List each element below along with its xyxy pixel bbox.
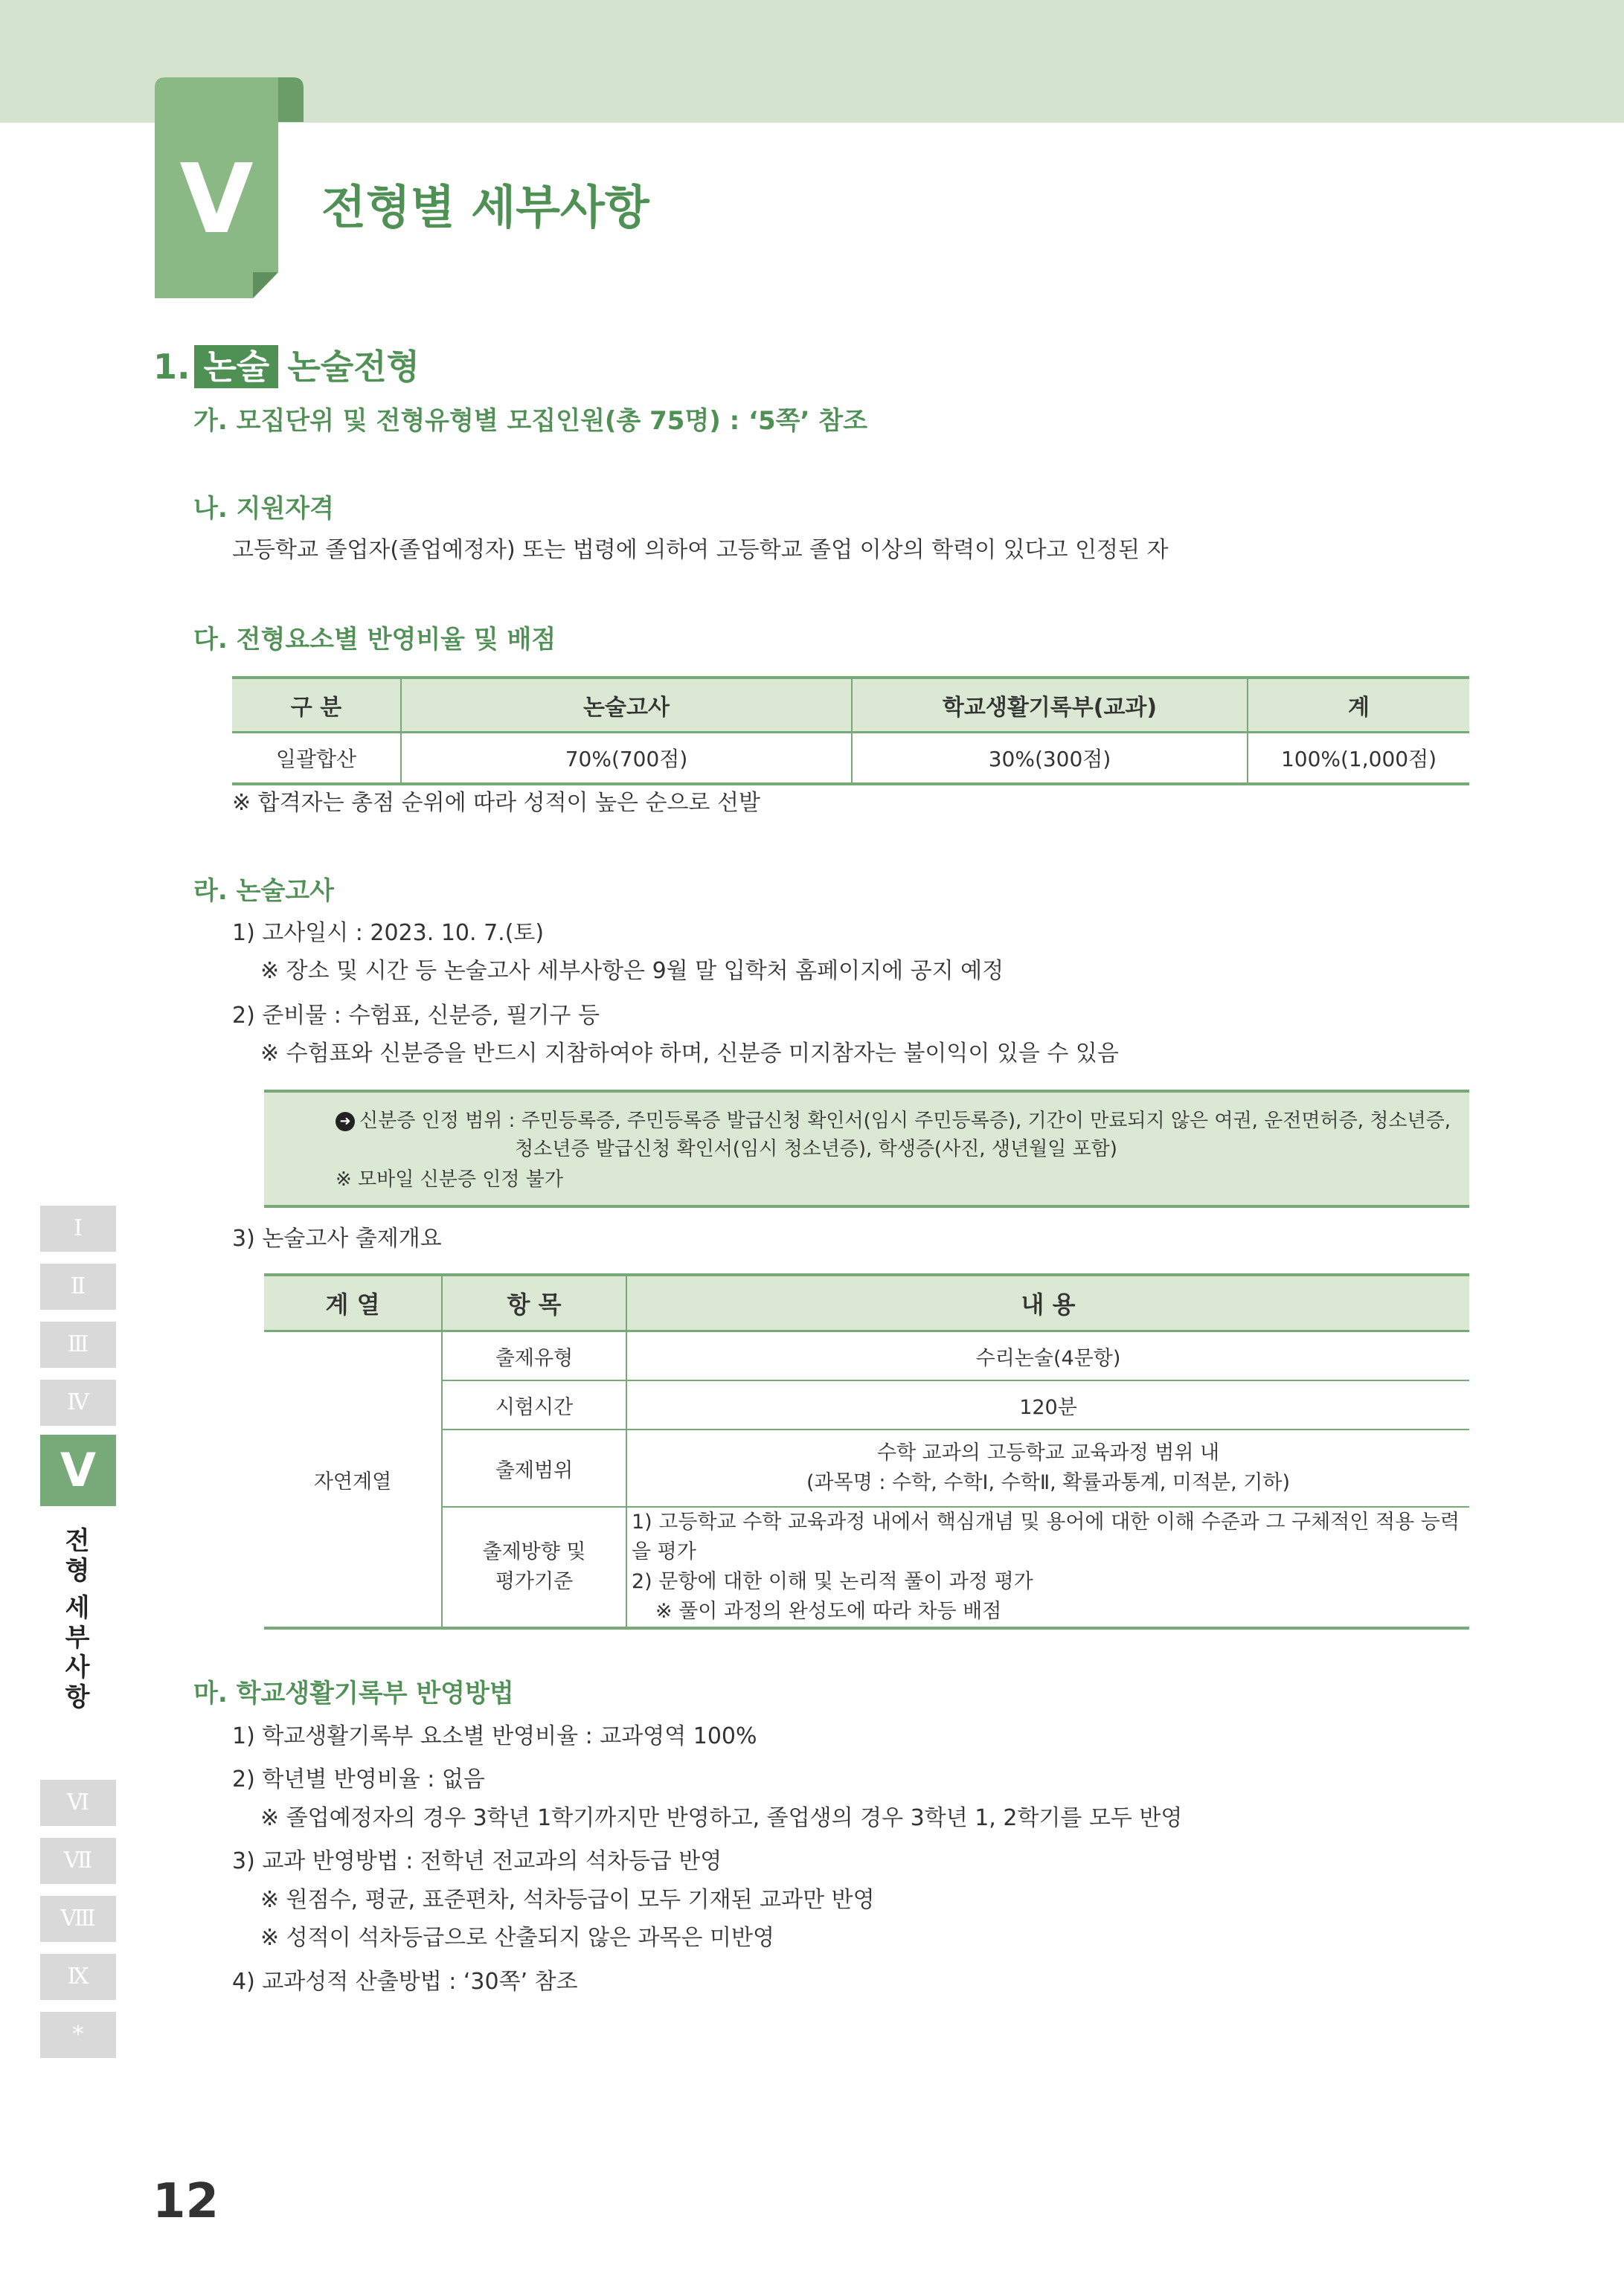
side-label-char: 항 [65, 1682, 90, 1712]
chapter-tab-2[interactable]: Ⅱ [40, 1264, 116, 1310]
side-label-char: 형 [65, 1556, 90, 1586]
side-label-char: 세 [65, 1593, 90, 1623]
score-ratio-table [232, 676, 1469, 785]
table-header-cell: 내 용 [626, 1275, 1469, 1331]
id-info-box [264, 1090, 1469, 1208]
page-number: 12 [153, 2174, 219, 2229]
table-row [232, 733, 1469, 785]
chapter-tab-3[interactable]: Ⅲ [40, 1322, 116, 1368]
scope-line-1: 수학 교과의 고등학교 교육과정 범위 내 [876, 1441, 1220, 1464]
table-cell [442, 1507, 626, 1628]
table-header-cell: 항 목 [442, 1275, 626, 1331]
table-header-cell: 계 [1248, 678, 1469, 733]
chapter-tab-8[interactable]: Ⅷ [40, 1896, 116, 1942]
criteria-label-1: 출제방향 및 [482, 1540, 586, 1563]
exam-date: 1) 고사일시 : 2023. 10. 7.(토) [232, 920, 545, 946]
record-item-4: 4) 교과성적 산출방법 : ‘30쪽’ 참조 [232, 1969, 578, 1995]
section-heading [153, 344, 420, 390]
chapter-tab-4[interactable]: Ⅳ [40, 1380, 116, 1426]
selection-note: ※ 합격자는 총점 순위에 따라 성적이 높은 순으로 선발 [232, 790, 761, 816]
category-cell: 자연계열 [313, 1470, 392, 1493]
chapter-tab-5-active[interactable]: V [40, 1435, 116, 1506]
table-row [264, 1331, 1469, 1381]
scope-line-2: (과목명 : 수학, 수학Ⅰ, 수학Ⅱ, 확률과통계, 미적분, 기하) [806, 1471, 1290, 1494]
record-item-3-note-2: ※ 성적이 석차등급으로 산출되지 않은 과목은 미반영 [260, 1925, 774, 1951]
heading-ma: 마. 학교생활기록부 반영방법 [193, 1679, 514, 1708]
table-cell: 30%(300점) [852, 733, 1248, 785]
table-header-row [264, 1275, 1469, 1331]
table-row [264, 1507, 1469, 1628]
chapter-tab-1[interactable]: Ⅰ [40, 1206, 116, 1252]
chapter-tab-appendix[interactable]: * [40, 2012, 116, 2058]
table-header-cell: 계 열 [264, 1275, 442, 1331]
criteria-line-3: ※ 풀이 과정의 완성도에 따라 차등 배점 [655, 1600, 1002, 1623]
exam-outline-title: 3) 논술고사 출제개요 [232, 1226, 442, 1252]
heading-da: 다. 전형요소별 반영비율 및 배점 [193, 625, 556, 655]
table-cell: 출제유형 [442, 1331, 626, 1381]
record-item-3: 3) 교과 반영방법 : 전학년 전교과의 석차등급 반영 [232, 1848, 722, 1874]
side-label-char: 전 [65, 1526, 90, 1556]
chapter-tab-9[interactable]: Ⅸ [40, 1954, 116, 2000]
criteria-line-2: 2) 문항에 대한 이해 및 논리적 풀이 과정 평가 [632, 1570, 1033, 1593]
chapter-title: 전형별 세부사항 [321, 180, 649, 234]
exam-outline-table [264, 1273, 1469, 1630]
table-cell: 120분 [626, 1380, 1469, 1430]
table-row [264, 1380, 1469, 1430]
table-row [264, 1430, 1469, 1507]
arrow-right-icon: ➜ [336, 1112, 355, 1131]
table-cell: 70%(700점) [401, 733, 852, 785]
table-cell: 100%(1,000점) [1248, 733, 1469, 785]
criteria-line-1: 1) 고등학교 수학 교육과정 내에서 핵심개념 및 용어에 대한 이해 수준과 그 구체적인 적용 능력을 평가 [632, 1511, 1460, 1563]
section-title: 논술전형 [287, 347, 420, 387]
table-cell: 일괄합산 [275, 747, 357, 771]
id-range-line-2: 청소년증 발급신청 확인서(임시 청소년증), 학생증(사진, 생년월일 포함) [515, 1138, 1117, 1160]
record-item-2-note: ※ 졸업예정자의 경우 3학년 1학기까지만 반영하고, 졸업생의 경우 3학년 1, 2학기를 모두 반영 [260, 1805, 1183, 1831]
table-header-cell: 구 분 [232, 678, 401, 733]
eligibility-text: 고등학교 졸업자(졸업예정자) 또는 법령에 의하여 고등학교 졸업 이상의 학력이 있다고 인정된 자 [232, 537, 1169, 563]
table-header-cell: 학교생활기록부(교과) [852, 678, 1248, 733]
section-tag: 논술 [194, 345, 278, 388]
table-cell [626, 1430, 1469, 1507]
heading-na: 나. 지원자격 [193, 494, 334, 524]
table-cell [626, 1507, 1469, 1628]
side-label-char: 부 [65, 1623, 90, 1653]
table-header-row [232, 678, 1469, 733]
table-header-cell: 논술고사 [401, 678, 852, 733]
section-number: 1. [153, 347, 190, 387]
side-label-char: 사 [65, 1653, 90, 1682]
chapter-tab-6[interactable]: Ⅵ [40, 1780, 116, 1826]
chapter-numeral: V [179, 144, 254, 255]
chapter-tab-7[interactable]: Ⅶ [40, 1838, 116, 1884]
exam-date-note: ※ 장소 및 시간 등 논술고사 세부사항은 9월 말 입학처 홈페이지에 공지 예정 [260, 958, 1004, 984]
heading-ra: 라. 논술고사 [193, 876, 334, 906]
mobile-id-note: ※ 모바일 신분증 인정 불가 [336, 1168, 564, 1191]
record-item-2: 2) 학년별 반영비율 : 없음 [232, 1766, 485, 1792]
table-cell: 시험시간 [442, 1380, 626, 1430]
id-range-line [336, 1106, 1451, 1136]
chapter-side-label [62, 1526, 92, 1712]
heading-ga: 가. 모집단위 및 전형유형별 모집인원(총 75명) : ‘5쪽’ 참조 [193, 406, 867, 436]
id-range-text: 신분증 인정 범위 : 주민등록증, 주민등록증 발급신청 확인서(임시 주민등록증), 기간이 만료되지 않은 여권, 운전면허증, 청소년증, [359, 1110, 1451, 1132]
exam-materials-note: ※ 수험표와 신분증을 반드시 지참하여야 하며, 신분증 미지참자는 불이익이 있을 수 있음 [260, 1041, 1119, 1067]
criteria-label-2: 평가기준 [495, 1570, 574, 1593]
exam-materials: 2) 준비물 : 수험표, 신분증, 필기구 등 [232, 1003, 600, 1029]
record-item-1: 1) 학교생활기록부 요소별 반영비율 : 교과영역 100% [232, 1723, 757, 1749]
record-item-3-note-1: ※ 원점수, 평균, 표준편차, 석차등급이 모두 기재된 교과만 반영 [260, 1887, 875, 1913]
table-cell: 수리논술(4문항) [626, 1331, 1469, 1381]
table-cell: 출제범위 [442, 1430, 626, 1507]
